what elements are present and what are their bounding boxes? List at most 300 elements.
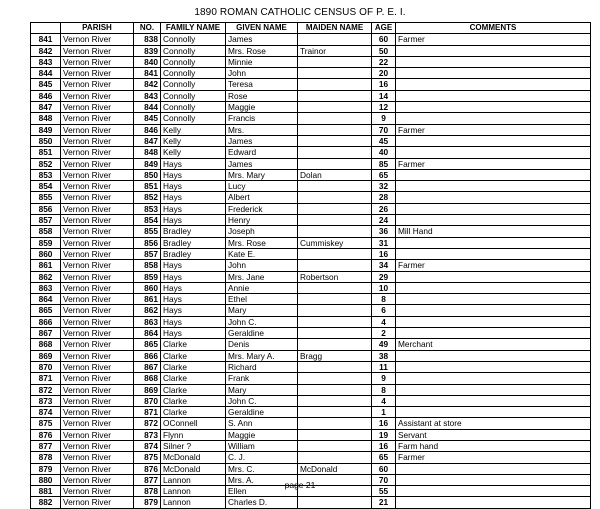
family-name-cell: OConnell bbox=[161, 418, 226, 429]
family-name-cell: Bradley bbox=[161, 237, 226, 248]
comments-cell bbox=[396, 350, 591, 361]
parish-cell: Vernon River bbox=[61, 282, 134, 293]
family-name-header: FAMILY NAME bbox=[161, 23, 226, 34]
maiden-name-cell: Dolan bbox=[298, 169, 372, 180]
given-name-cell: Charles D. bbox=[226, 497, 298, 508]
comments-cell bbox=[396, 282, 591, 293]
row-number-cell: 848 bbox=[31, 113, 61, 124]
no-cell: 841 bbox=[134, 68, 161, 79]
parish-cell: Vernon River bbox=[61, 102, 134, 113]
no-cell: 857 bbox=[134, 248, 161, 259]
comments-cell bbox=[396, 203, 591, 214]
age-cell: 4 bbox=[372, 316, 396, 327]
comments-cell: Farmer bbox=[396, 452, 591, 463]
age-cell: 16 bbox=[372, 79, 396, 90]
given-name-cell: Minnie bbox=[226, 56, 298, 67]
age-cell: 50 bbox=[372, 45, 396, 56]
table-row bbox=[31, 452, 591, 463]
comments-cell bbox=[396, 237, 591, 248]
family-name-cell: Hays bbox=[161, 316, 226, 327]
family-name-cell: Hays bbox=[161, 192, 226, 203]
family-name-cell: Bradley bbox=[161, 226, 226, 237]
family-name-cell: Lannon bbox=[161, 486, 226, 497]
parish-cell: Vernon River bbox=[61, 395, 134, 406]
row-number-cell: 867 bbox=[31, 328, 61, 339]
given-name-cell: John bbox=[226, 68, 298, 79]
no-header: NO. bbox=[134, 23, 161, 34]
table-row bbox=[31, 226, 591, 237]
parish-cell: Vernon River bbox=[61, 350, 134, 361]
given-name-cell: Frank bbox=[226, 373, 298, 384]
table-row bbox=[31, 34, 591, 45]
row-number-cell: 856 bbox=[31, 203, 61, 214]
maiden-name-cell bbox=[298, 248, 372, 259]
given-name-cell: John C. bbox=[226, 316, 298, 327]
maiden-name-cell bbox=[298, 215, 372, 226]
given-name-header: GIVEN NAME bbox=[226, 23, 298, 34]
comments-cell: Farmer bbox=[396, 124, 591, 135]
no-cell: 873 bbox=[134, 429, 161, 440]
given-name-cell: Mrs. C. bbox=[226, 463, 298, 474]
no-cell: 842 bbox=[134, 79, 161, 90]
family-name-cell: Bradley bbox=[161, 248, 226, 259]
comments-cell bbox=[396, 407, 591, 418]
table-row bbox=[31, 248, 591, 259]
comments-cell bbox=[396, 215, 591, 226]
table-row bbox=[31, 418, 591, 429]
age-cell: 6 bbox=[372, 305, 396, 316]
parish-cell: Vernon River bbox=[61, 497, 134, 508]
age-cell: 31 bbox=[372, 237, 396, 248]
maiden-name-cell bbox=[298, 384, 372, 395]
table-row bbox=[31, 237, 591, 248]
row-number-cell: 859 bbox=[31, 237, 61, 248]
row-number-cell: 865 bbox=[31, 305, 61, 316]
row-number-cell: 850 bbox=[31, 135, 61, 146]
given-name-cell: Teresa bbox=[226, 79, 298, 90]
no-cell: 867 bbox=[134, 361, 161, 372]
row-number-cell: 841 bbox=[31, 34, 61, 45]
comments-cell: Assistant at store bbox=[396, 418, 591, 429]
family-name-cell: Connolly bbox=[161, 45, 226, 56]
age-cell: 21 bbox=[372, 497, 396, 508]
row-number-cell: 842 bbox=[31, 45, 61, 56]
row-number-cell: 873 bbox=[31, 395, 61, 406]
maiden-name-cell bbox=[298, 395, 372, 406]
row-number-cell: 876 bbox=[31, 429, 61, 440]
age-cell: 60 bbox=[372, 34, 396, 45]
table-row bbox=[31, 384, 591, 395]
given-name-cell: Mrs. A. bbox=[226, 474, 298, 485]
family-name-cell: Clarke bbox=[161, 350, 226, 361]
row-number-cell: 855 bbox=[31, 192, 61, 203]
row-number-cell: 874 bbox=[31, 407, 61, 418]
table-row bbox=[31, 361, 591, 372]
given-name-cell: Geraldine bbox=[226, 407, 298, 418]
comments-cell bbox=[396, 328, 591, 339]
no-cell: 865 bbox=[134, 339, 161, 350]
parish-cell: Vernon River bbox=[61, 418, 134, 429]
no-cell: 862 bbox=[134, 305, 161, 316]
no-cell: 849 bbox=[134, 158, 161, 169]
no-cell: 879 bbox=[134, 497, 161, 508]
table-row bbox=[31, 305, 591, 316]
given-name-cell: Francis bbox=[226, 113, 298, 124]
age-cell: 2 bbox=[372, 328, 396, 339]
parish-cell: Vernon River bbox=[61, 215, 134, 226]
age-cell: 10 bbox=[372, 282, 396, 293]
no-cell: 859 bbox=[134, 271, 161, 282]
row-number-cell: 866 bbox=[31, 316, 61, 327]
comments-cell: Merchant bbox=[396, 339, 591, 350]
maiden-name-cell bbox=[298, 192, 372, 203]
comments-cell bbox=[396, 463, 591, 474]
row-number-cell: 871 bbox=[31, 373, 61, 384]
comments-cell bbox=[396, 169, 591, 180]
row-number-cell: 846 bbox=[31, 90, 61, 101]
age-cell: 65 bbox=[372, 169, 396, 180]
maiden-name-cell bbox=[298, 226, 372, 237]
comments-cell bbox=[396, 68, 591, 79]
table-row bbox=[31, 215, 591, 226]
maiden-name-cell bbox=[298, 305, 372, 316]
maiden-name-cell bbox=[298, 260, 372, 271]
row-number-cell: 864 bbox=[31, 294, 61, 305]
parish-cell: Vernon River bbox=[61, 271, 134, 282]
table-row bbox=[31, 203, 591, 214]
table-row bbox=[31, 339, 591, 350]
maiden-name-cell bbox=[298, 158, 372, 169]
maiden-name-cell bbox=[298, 113, 372, 124]
table-row bbox=[31, 373, 591, 384]
table-row bbox=[31, 282, 591, 293]
maiden-name-cell bbox=[298, 497, 372, 508]
parish-header: PARISH bbox=[61, 23, 134, 34]
given-name-cell: Annie bbox=[226, 282, 298, 293]
parish-cell: Vernon River bbox=[61, 361, 134, 372]
table-row bbox=[31, 124, 591, 135]
given-name-cell: Mrs. Rose bbox=[226, 237, 298, 248]
table-row bbox=[31, 395, 591, 406]
family-name-cell: Clarke bbox=[161, 395, 226, 406]
family-name-cell: Kelly bbox=[161, 124, 226, 135]
maiden-name-cell bbox=[298, 135, 372, 146]
age-cell: 12 bbox=[372, 102, 396, 113]
table-row bbox=[31, 79, 591, 90]
family-name-cell: McDonald bbox=[161, 452, 226, 463]
maiden-name-cell bbox=[298, 56, 372, 67]
family-name-cell: Hays bbox=[161, 294, 226, 305]
given-name-cell: Albert bbox=[226, 192, 298, 203]
parish-cell: Vernon River bbox=[61, 34, 134, 45]
row-number-header bbox=[31, 23, 61, 34]
row-number-cell: 853 bbox=[31, 169, 61, 180]
given-name-cell: Lucy bbox=[226, 181, 298, 192]
age-cell: 9 bbox=[372, 113, 396, 124]
comments-cell bbox=[396, 294, 591, 305]
parish-cell: Vernon River bbox=[61, 260, 134, 271]
age-cell: 22 bbox=[372, 56, 396, 67]
age-cell: 8 bbox=[372, 384, 396, 395]
comments-cell bbox=[396, 395, 591, 406]
no-cell: 871 bbox=[134, 407, 161, 418]
row-number-cell: 878 bbox=[31, 452, 61, 463]
row-number-cell: 849 bbox=[31, 124, 61, 135]
no-cell: 864 bbox=[134, 328, 161, 339]
row-number-cell: 847 bbox=[31, 102, 61, 113]
comments-cell: Farmer bbox=[396, 158, 591, 169]
row-number-cell: 852 bbox=[31, 158, 61, 169]
age-cell: 70 bbox=[372, 474, 396, 485]
family-name-cell: Kelly bbox=[161, 135, 226, 146]
no-cell: 853 bbox=[134, 203, 161, 214]
comments-cell bbox=[396, 497, 591, 508]
family-name-cell: Kelly bbox=[161, 147, 226, 158]
given-name-cell: Richard bbox=[226, 361, 298, 372]
family-name-cell: Connolly bbox=[161, 34, 226, 45]
maiden-name-cell bbox=[298, 440, 372, 451]
given-name-cell: Mrs. Mary bbox=[226, 169, 298, 180]
given-name-cell: Ellen bbox=[226, 486, 298, 497]
given-name-cell: Mrs. bbox=[226, 124, 298, 135]
comments-cell bbox=[396, 113, 591, 124]
family-name-cell: Hays bbox=[161, 271, 226, 282]
family-name-cell: McDonald bbox=[161, 463, 226, 474]
row-number-cell: 854 bbox=[31, 181, 61, 192]
parish-cell: Vernon River bbox=[61, 328, 134, 339]
row-number-cell: 861 bbox=[31, 260, 61, 271]
age-cell: 26 bbox=[372, 203, 396, 214]
row-number-cell: 863 bbox=[31, 282, 61, 293]
given-name-cell: Mrs. Rose bbox=[226, 45, 298, 56]
given-name-cell: James bbox=[226, 34, 298, 45]
age-cell: 55 bbox=[372, 486, 396, 497]
family-name-cell: Clarke bbox=[161, 384, 226, 395]
given-name-cell: Denis bbox=[226, 339, 298, 350]
given-name-cell: Frederick bbox=[226, 203, 298, 214]
comments-cell bbox=[396, 56, 591, 67]
parish-cell: Vernon River bbox=[61, 407, 134, 418]
given-name-cell: Mary bbox=[226, 305, 298, 316]
given-name-cell: Geraldine bbox=[226, 328, 298, 339]
maiden-name-cell bbox=[298, 418, 372, 429]
maiden-name-cell bbox=[298, 328, 372, 339]
comments-cell: Farmer bbox=[396, 260, 591, 271]
no-cell: 848 bbox=[134, 147, 161, 158]
row-number-cell: 882 bbox=[31, 497, 61, 508]
row-number-cell: 858 bbox=[31, 226, 61, 237]
given-name-cell: John C. bbox=[226, 395, 298, 406]
age-cell: 45 bbox=[372, 135, 396, 146]
given-name-cell: William bbox=[226, 440, 298, 451]
family-name-cell: Clarke bbox=[161, 361, 226, 372]
given-name-cell: Henry bbox=[226, 215, 298, 226]
age-cell: 20 bbox=[372, 68, 396, 79]
no-cell: 852 bbox=[134, 192, 161, 203]
given-name-cell: James bbox=[226, 158, 298, 169]
family-name-cell: Hays bbox=[161, 158, 226, 169]
maiden-name-cell: Trainor bbox=[298, 45, 372, 56]
family-name-cell: Hays bbox=[161, 181, 226, 192]
row-number-cell: 877 bbox=[31, 440, 61, 451]
table-row bbox=[31, 56, 591, 67]
table-row bbox=[31, 45, 591, 56]
comments-cell: Farmer bbox=[396, 34, 591, 45]
given-name-cell: S. Ann bbox=[226, 418, 298, 429]
parish-cell: Vernon River bbox=[61, 203, 134, 214]
parish-cell: Vernon River bbox=[61, 294, 134, 305]
family-name-cell: Connolly bbox=[161, 56, 226, 67]
parish-cell: Vernon River bbox=[61, 181, 134, 192]
given-name-cell: Maggie bbox=[226, 102, 298, 113]
maiden-name-cell: Bragg bbox=[298, 350, 372, 361]
table-row bbox=[31, 68, 591, 79]
given-name-cell: Kate E. bbox=[226, 248, 298, 259]
age-cell: 40 bbox=[372, 147, 396, 158]
table-row bbox=[31, 328, 591, 339]
maiden-name-cell bbox=[298, 282, 372, 293]
maiden-name-cell bbox=[298, 124, 372, 135]
table-row bbox=[31, 463, 591, 474]
row-number-cell: 857 bbox=[31, 215, 61, 226]
maiden-name-cell bbox=[298, 339, 372, 350]
no-cell: 877 bbox=[134, 474, 161, 485]
no-cell: 845 bbox=[134, 113, 161, 124]
row-number-cell: 880 bbox=[31, 474, 61, 485]
maiden-name-cell: Cummiskey bbox=[298, 237, 372, 248]
row-number-cell: 881 bbox=[31, 486, 61, 497]
table-row bbox=[31, 294, 591, 305]
parish-cell: Vernon River bbox=[61, 373, 134, 384]
family-name-cell: Connolly bbox=[161, 68, 226, 79]
comments-cell: Mill Hand bbox=[396, 226, 591, 237]
comments-cell bbox=[396, 248, 591, 259]
table-row bbox=[31, 497, 591, 508]
parish-cell: Vernon River bbox=[61, 90, 134, 101]
parish-cell: Vernon River bbox=[61, 339, 134, 350]
given-name-cell: John bbox=[226, 260, 298, 271]
parish-cell: Vernon River bbox=[61, 440, 134, 451]
parish-cell: Vernon River bbox=[61, 147, 134, 158]
given-name-cell: Mrs. Mary A. bbox=[226, 350, 298, 361]
maiden-name-cell bbox=[298, 361, 372, 372]
age-cell: 38 bbox=[372, 350, 396, 361]
comments-cell bbox=[396, 45, 591, 56]
no-cell: 878 bbox=[134, 486, 161, 497]
age-cell: 11 bbox=[372, 361, 396, 372]
parish-cell: Vernon River bbox=[61, 45, 134, 56]
family-name-cell: Lannon bbox=[161, 497, 226, 508]
table-row bbox=[31, 181, 591, 192]
parish-cell: Vernon River bbox=[61, 452, 134, 463]
parish-cell: Vernon River bbox=[61, 79, 134, 90]
maiden-name-cell bbox=[298, 147, 372, 158]
given-name-cell: Edward bbox=[226, 147, 298, 158]
family-name-cell: Hays bbox=[161, 169, 226, 180]
maiden-name-cell bbox=[298, 407, 372, 418]
no-cell: 860 bbox=[134, 282, 161, 293]
age-cell: 16 bbox=[372, 418, 396, 429]
no-cell: 856 bbox=[134, 237, 161, 248]
no-cell: 875 bbox=[134, 452, 161, 463]
table-row bbox=[31, 147, 591, 158]
family-name-cell: Hays bbox=[161, 260, 226, 271]
parish-cell: Vernon River bbox=[61, 169, 134, 180]
family-name-cell: Connolly bbox=[161, 102, 226, 113]
given-name-cell: Maggie bbox=[226, 429, 298, 440]
no-cell: 861 bbox=[134, 294, 161, 305]
table-row bbox=[31, 135, 591, 146]
row-number-cell: 860 bbox=[31, 248, 61, 259]
age-cell: 9 bbox=[372, 373, 396, 384]
age-cell: 60 bbox=[372, 463, 396, 474]
no-cell: 838 bbox=[134, 34, 161, 45]
family-name-cell: Hays bbox=[161, 203, 226, 214]
table-row bbox=[31, 316, 591, 327]
maiden-name-cell bbox=[298, 34, 372, 45]
parish-cell: Vernon River bbox=[61, 158, 134, 169]
comments-cell: Servant bbox=[396, 429, 591, 440]
row-number-cell: 875 bbox=[31, 418, 61, 429]
age-cell: 36 bbox=[372, 226, 396, 237]
age-cell: 29 bbox=[372, 271, 396, 282]
no-cell: 866 bbox=[134, 350, 161, 361]
table-row bbox=[31, 350, 591, 361]
parish-cell: Vernon River bbox=[61, 68, 134, 79]
family-name-cell: Silner ? bbox=[161, 440, 226, 451]
parish-cell: Vernon River bbox=[61, 226, 134, 237]
age-cell: 70 bbox=[372, 124, 396, 135]
maiden-name-cell: McDonald bbox=[298, 463, 372, 474]
no-cell: 851 bbox=[134, 181, 161, 192]
table-row bbox=[31, 169, 591, 180]
no-cell: 874 bbox=[134, 440, 161, 451]
maiden-name-cell bbox=[298, 452, 372, 463]
maiden-name-cell bbox=[298, 181, 372, 192]
table-header-row bbox=[31, 23, 591, 34]
age-cell: 85 bbox=[372, 158, 396, 169]
comments-cell bbox=[396, 192, 591, 203]
table-row bbox=[31, 158, 591, 169]
age-cell: 65 bbox=[372, 452, 396, 463]
given-name-cell: Ethel bbox=[226, 294, 298, 305]
parish-cell: Vernon River bbox=[61, 248, 134, 259]
age-cell: 32 bbox=[372, 181, 396, 192]
family-name-cell: Connolly bbox=[161, 113, 226, 124]
family-name-cell: Clarke bbox=[161, 339, 226, 350]
family-name-cell: Connolly bbox=[161, 79, 226, 90]
parish-cell: Vernon River bbox=[61, 237, 134, 248]
age-cell: 16 bbox=[372, 440, 396, 451]
family-name-cell: Lannon bbox=[161, 474, 226, 485]
family-name-cell: Hays bbox=[161, 282, 226, 293]
comments-cell bbox=[396, 79, 591, 90]
no-cell: 872 bbox=[134, 418, 161, 429]
given-name-cell: Joseph bbox=[226, 226, 298, 237]
row-number-cell: 862 bbox=[31, 271, 61, 282]
table-row bbox=[31, 113, 591, 124]
table-row bbox=[31, 429, 591, 440]
parish-cell: Vernon River bbox=[61, 384, 134, 395]
age-cell: 4 bbox=[372, 395, 396, 406]
family-name-cell: Flynn bbox=[161, 429, 226, 440]
no-cell: 847 bbox=[134, 135, 161, 146]
comments-cell bbox=[396, 147, 591, 158]
parish-cell: Vernon River bbox=[61, 135, 134, 146]
age-cell: 16 bbox=[372, 248, 396, 259]
parish-cell: Vernon River bbox=[61, 192, 134, 203]
no-cell: 850 bbox=[134, 169, 161, 180]
